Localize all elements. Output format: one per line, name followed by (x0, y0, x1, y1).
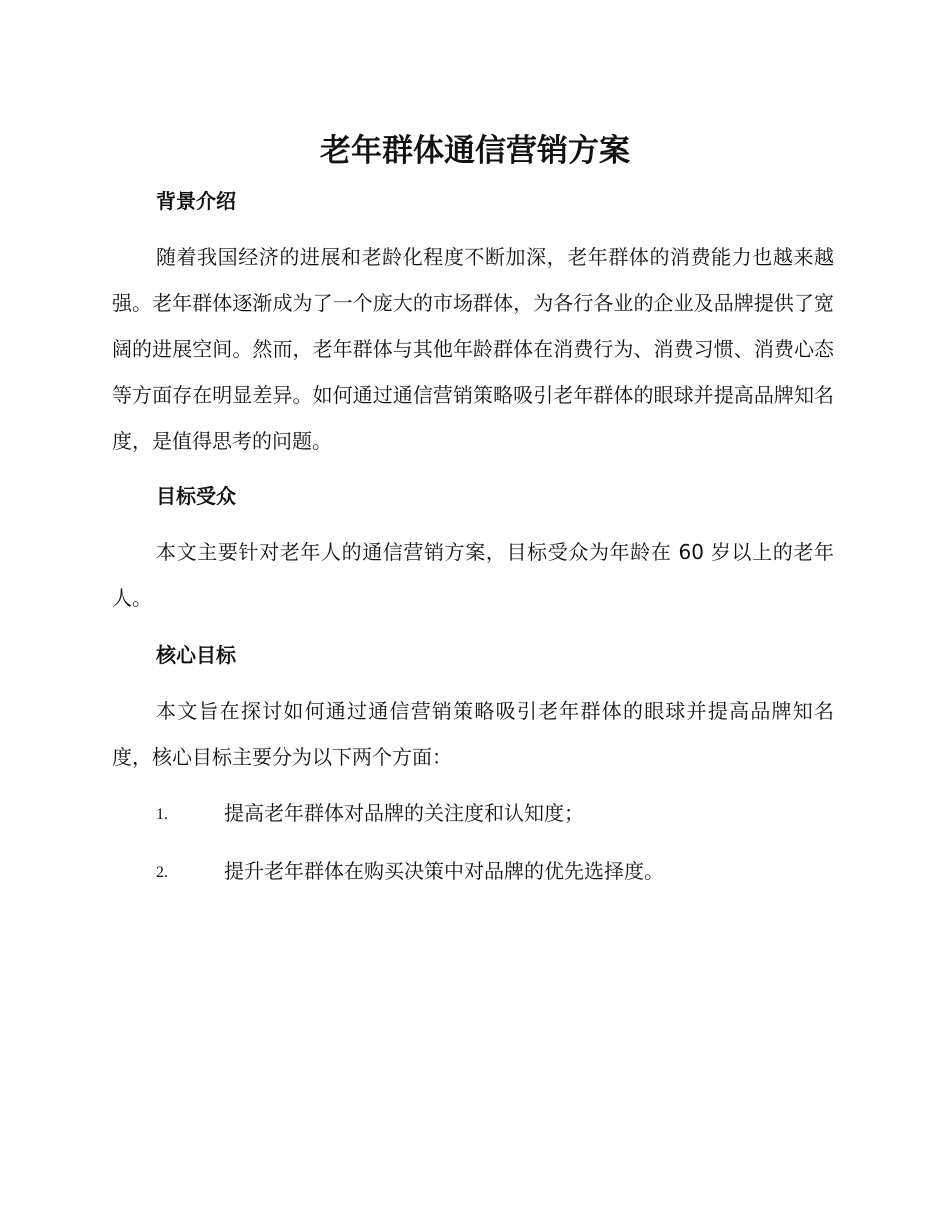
section-paragraph-background: 随着我国经济的进展和老龄化程度不断加深，老年群体的消费能力也越来越强。老年群体逐渐成为了一个庞大的市场群体，为各行各业的企业及品牌提供了宽阔的进展空间。然而，老年群体与其他年龄群体在消费行为、消费习惯、消费心态等方面存在明显差异。如何通过通信营销策略吸引老年群体的眼球并提高品牌知名度，是值得思考的问题。 (112, 245, 834, 453)
section-heading-audience: 目标受众 (156, 484, 236, 508)
document-title: 老年群体通信营销方案 (320, 133, 630, 169)
list-item-text: 提高老年群体对品牌的关注度和认知度； (224, 801, 584, 825)
section-paragraph-core-goals: 本文旨在探讨如何通过通信营销策略吸引老年群体的眼球并提高品牌知名度，核心目标主要分为以下两个方面： (112, 699, 834, 769)
section-heading-background: 背景介绍 (156, 189, 236, 213)
section-paragraph-audience: 本文主要针对老年人的通信营销方案，目标受众为年龄在 60 岁以上的老年人。 (112, 540, 834, 610)
list-item-text: 提升老年群体在购买决策中对品牌的优先选择度。 (224, 859, 664, 883)
list-item-number: 2. (156, 864, 168, 881)
list-item (156, 856, 836, 886)
section-heading-core-goals: 核心目标 (156, 643, 236, 667)
list-item (156, 798, 836, 828)
list-item-number: 1. (156, 806, 168, 823)
